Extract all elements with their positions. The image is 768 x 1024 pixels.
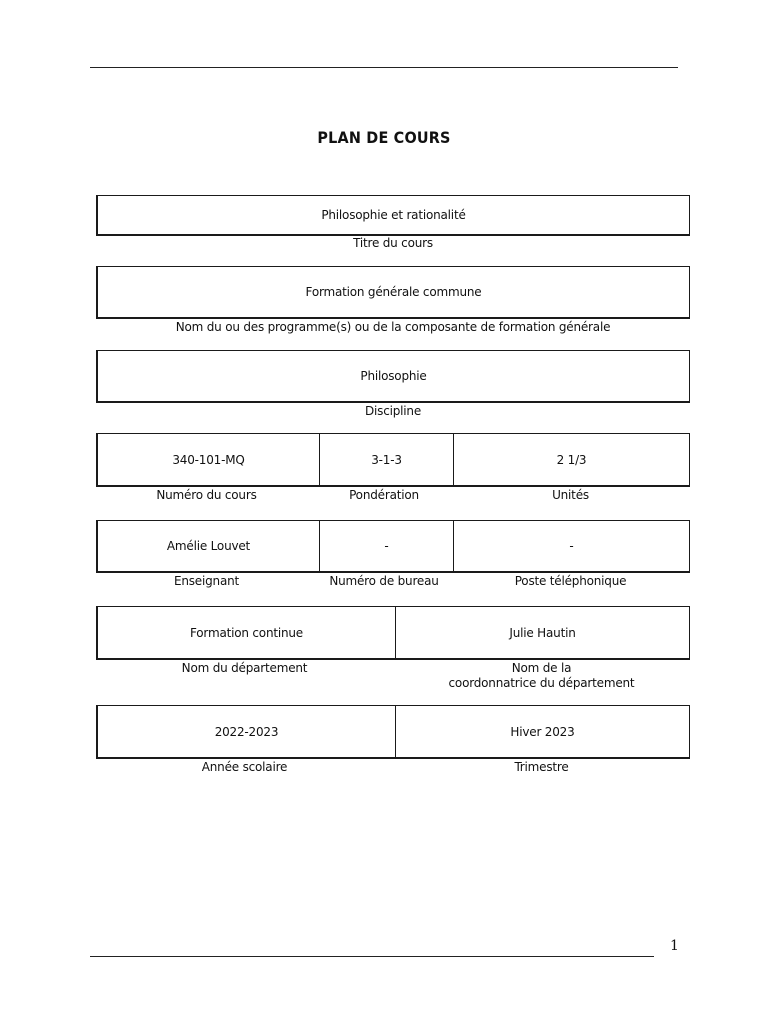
department-info-label-row [96,661,690,691]
department-label: Nom du département [181,661,308,675]
units-label: Unités [552,488,589,502]
page-title: PLAN DE COURS [317,128,451,147]
term-value: Hiver 2023 [395,706,689,757]
program-label: Nom du ou des programme(s) ou de la composante de formation générale [175,320,611,334]
course-title-label-row [96,236,690,251]
term-info-box [96,705,690,759]
course-title-box [96,195,690,236]
weighting-value: 3-1-3 [319,434,453,485]
term-label: Trimestre [514,760,569,774]
discipline-label-row [96,404,690,419]
school-year-value: 2022-2023 [214,724,279,739]
footer-rule [90,956,654,957]
teacher-info-label-row [96,574,690,589]
coordinator-value: Julie Hautin [395,607,689,658]
course-title-label: Titre du cours [353,236,433,250]
teacher-label: Enseignant [173,574,240,588]
page-number: 1 [670,938,679,954]
course-info-label-row [96,488,690,503]
coordinator-label-line1: Nom de la [511,661,572,675]
phone-label: Poste téléphonique [514,574,627,588]
teacher-value: Amélie Louvet [166,539,251,553]
phone-value: - [453,521,689,571]
office-label: Numéro de bureau [329,574,439,588]
header-rule [90,67,678,68]
course-number-value: 340-101-MQ [172,452,245,467]
program-box [96,266,690,319]
teacher-info-box [96,520,690,573]
program-label-row [96,320,690,335]
department-info-box [96,606,690,660]
weighting-label: Pondération [349,488,419,502]
office-value: - [319,521,453,571]
discipline-value: Philosophie [360,369,427,383]
course-number-label: Numéro du cours [156,488,257,502]
coordinator-label-line2: coordonnatrice du département [448,676,635,690]
school-year-label: Année scolaire [201,760,288,774]
department-value: Formation continue [190,625,303,640]
units-value: 2 1/3 [453,434,689,485]
term-info-label-row [96,760,690,775]
course-title-value: Philosophie et rationalité [321,208,466,222]
course-info-box [96,433,690,487]
program-value: Formation générale commune [305,285,482,299]
coordinator-label [393,661,690,691]
discipline-box [96,350,690,403]
discipline-label: Discipline [364,404,422,418]
